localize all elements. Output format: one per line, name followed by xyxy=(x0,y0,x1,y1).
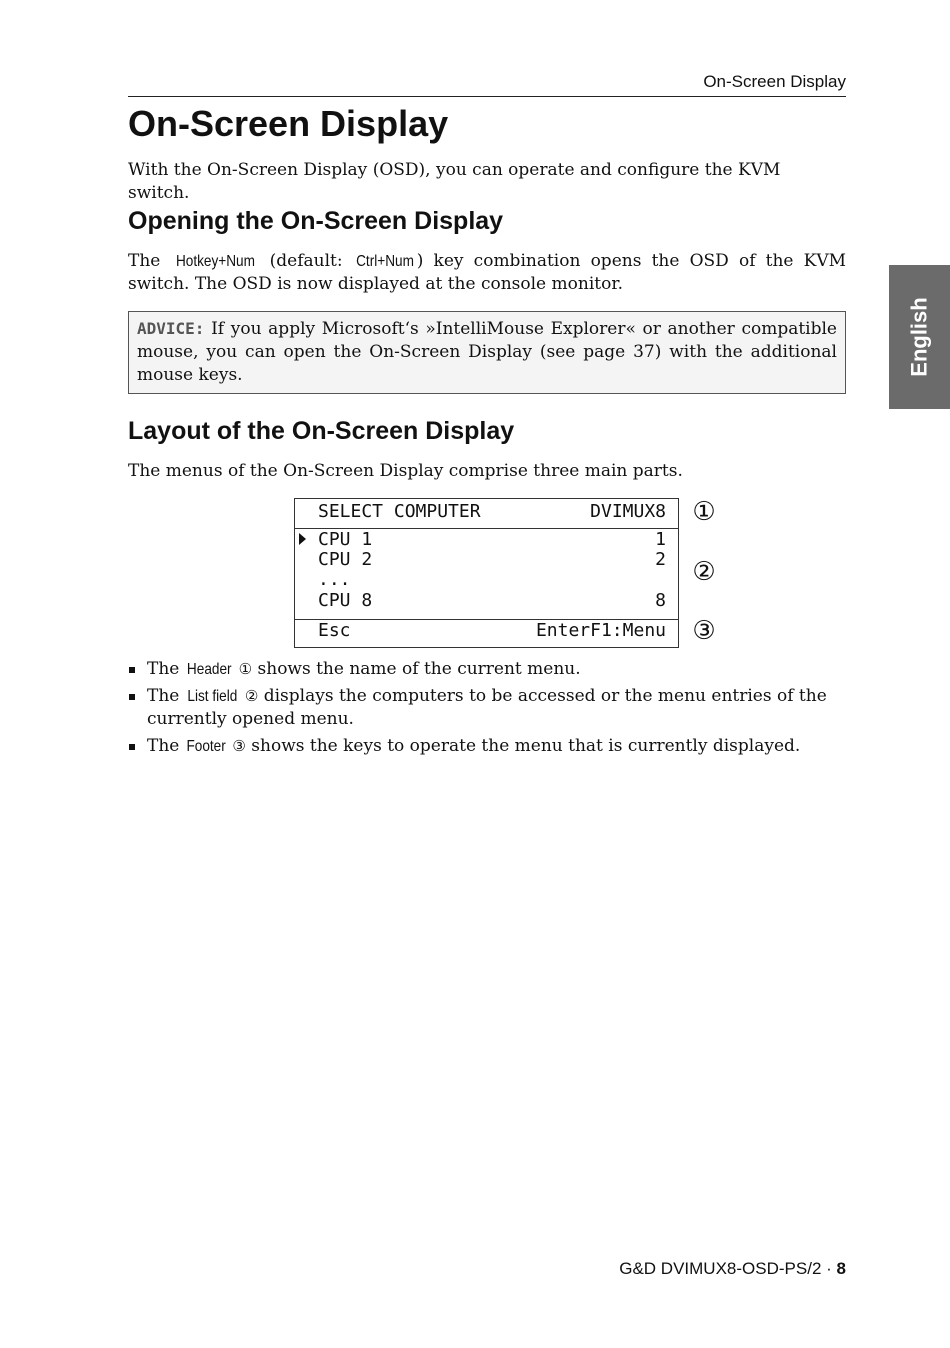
callout-footer: ③ xyxy=(692,616,716,646)
opening-paragraph xyxy=(128,250,846,296)
osd-footer-keys: EnterF1:Menu xyxy=(535,620,666,641)
item-number: ① xyxy=(238,660,253,678)
item-term: Footer xyxy=(186,738,226,755)
language-tab xyxy=(889,265,950,409)
callout-list-field: ② xyxy=(692,557,716,587)
page-title: On-Screen Display xyxy=(128,103,449,144)
running-header: On-Screen Display xyxy=(128,72,846,97)
list-item xyxy=(128,735,846,758)
section-heading-layout: Layout of the On-Screen Display xyxy=(128,417,515,445)
item-number: ② xyxy=(244,687,259,705)
ctrlnum-term: Ctrl+Num xyxy=(355,253,414,270)
osd-row-number: 2 xyxy=(655,549,666,570)
opening-text-rest: ) key combination opens the OSD of the KVM switch. The OSD is now displayed at the console monitor. xyxy=(128,251,847,294)
osd-row-name: CPU 2 xyxy=(318,549,373,570)
layout-paragraph: The menus of the On-Screen Display comprise three main parts. xyxy=(128,461,683,481)
footer-product: G&D DVIMUX8-OSD-PS/2 · xyxy=(619,1259,832,1278)
selection-cursor-icon xyxy=(299,533,306,545)
osd-header-title: SELECT COMPUTER xyxy=(318,501,481,522)
bullet-icon xyxy=(129,694,135,700)
osd-diagram xyxy=(294,498,679,648)
bullet-icon xyxy=(129,744,135,750)
item-post: displays the computers to be accessed or the menu entries of the currently opened menu. xyxy=(147,686,827,729)
osd-row-number: 8 xyxy=(655,590,666,611)
list-item xyxy=(128,658,846,681)
page-number: 8 xyxy=(836,1259,846,1278)
opening-text-the: The xyxy=(128,251,161,271)
item-pre: The xyxy=(147,736,180,756)
bullet-icon xyxy=(129,667,135,673)
advice-text: If you apply Microsoft‘s »IntelliMouse Explorer« or another compatible mouse, you can open the On-Screen Display (see page 37) with the additional mouse keys. xyxy=(137,319,837,385)
osd-list-row xyxy=(318,549,666,570)
item-post: shows the keys to operate the menu that is currently displayed. xyxy=(251,736,801,756)
osd-header xyxy=(318,501,666,522)
item-term: Header xyxy=(186,661,232,678)
advice-label: ADVICE: xyxy=(137,319,205,338)
hotkey-term: Hotkey+Num xyxy=(175,253,255,270)
intro-paragraph: With the On-Screen Display (OSD), you can operate and configure the KVM switch. xyxy=(128,160,781,203)
parts-list xyxy=(128,658,846,762)
osd-list-row xyxy=(318,569,666,590)
item-post: shows the name of the current menu. xyxy=(257,659,581,679)
opening-text-default: (default: xyxy=(269,251,343,271)
osd-row-number: 1 xyxy=(655,529,666,550)
language-tab-label: English xyxy=(906,297,932,377)
osd-row-name: ... xyxy=(318,569,351,590)
item-pre: The xyxy=(147,659,180,679)
osd-row-name: CPU 1 xyxy=(318,529,373,550)
osd-header-device: DVIMUX8 xyxy=(590,501,666,522)
page-footer xyxy=(500,1259,846,1279)
osd-footer xyxy=(318,620,666,641)
advice-box xyxy=(128,311,846,394)
item-number: ③ xyxy=(232,737,246,755)
item-pre: The xyxy=(147,686,180,706)
list-item xyxy=(128,685,846,731)
callout-header: ① xyxy=(692,497,716,527)
item-term: List field xyxy=(187,688,238,705)
osd-list-row xyxy=(318,529,666,550)
osd-list-row xyxy=(318,590,666,611)
osd-footer-esc: Esc xyxy=(318,620,351,641)
section-heading-opening: Opening the On-Screen Display xyxy=(128,207,504,235)
osd-row-name: CPU 8 xyxy=(318,590,373,611)
